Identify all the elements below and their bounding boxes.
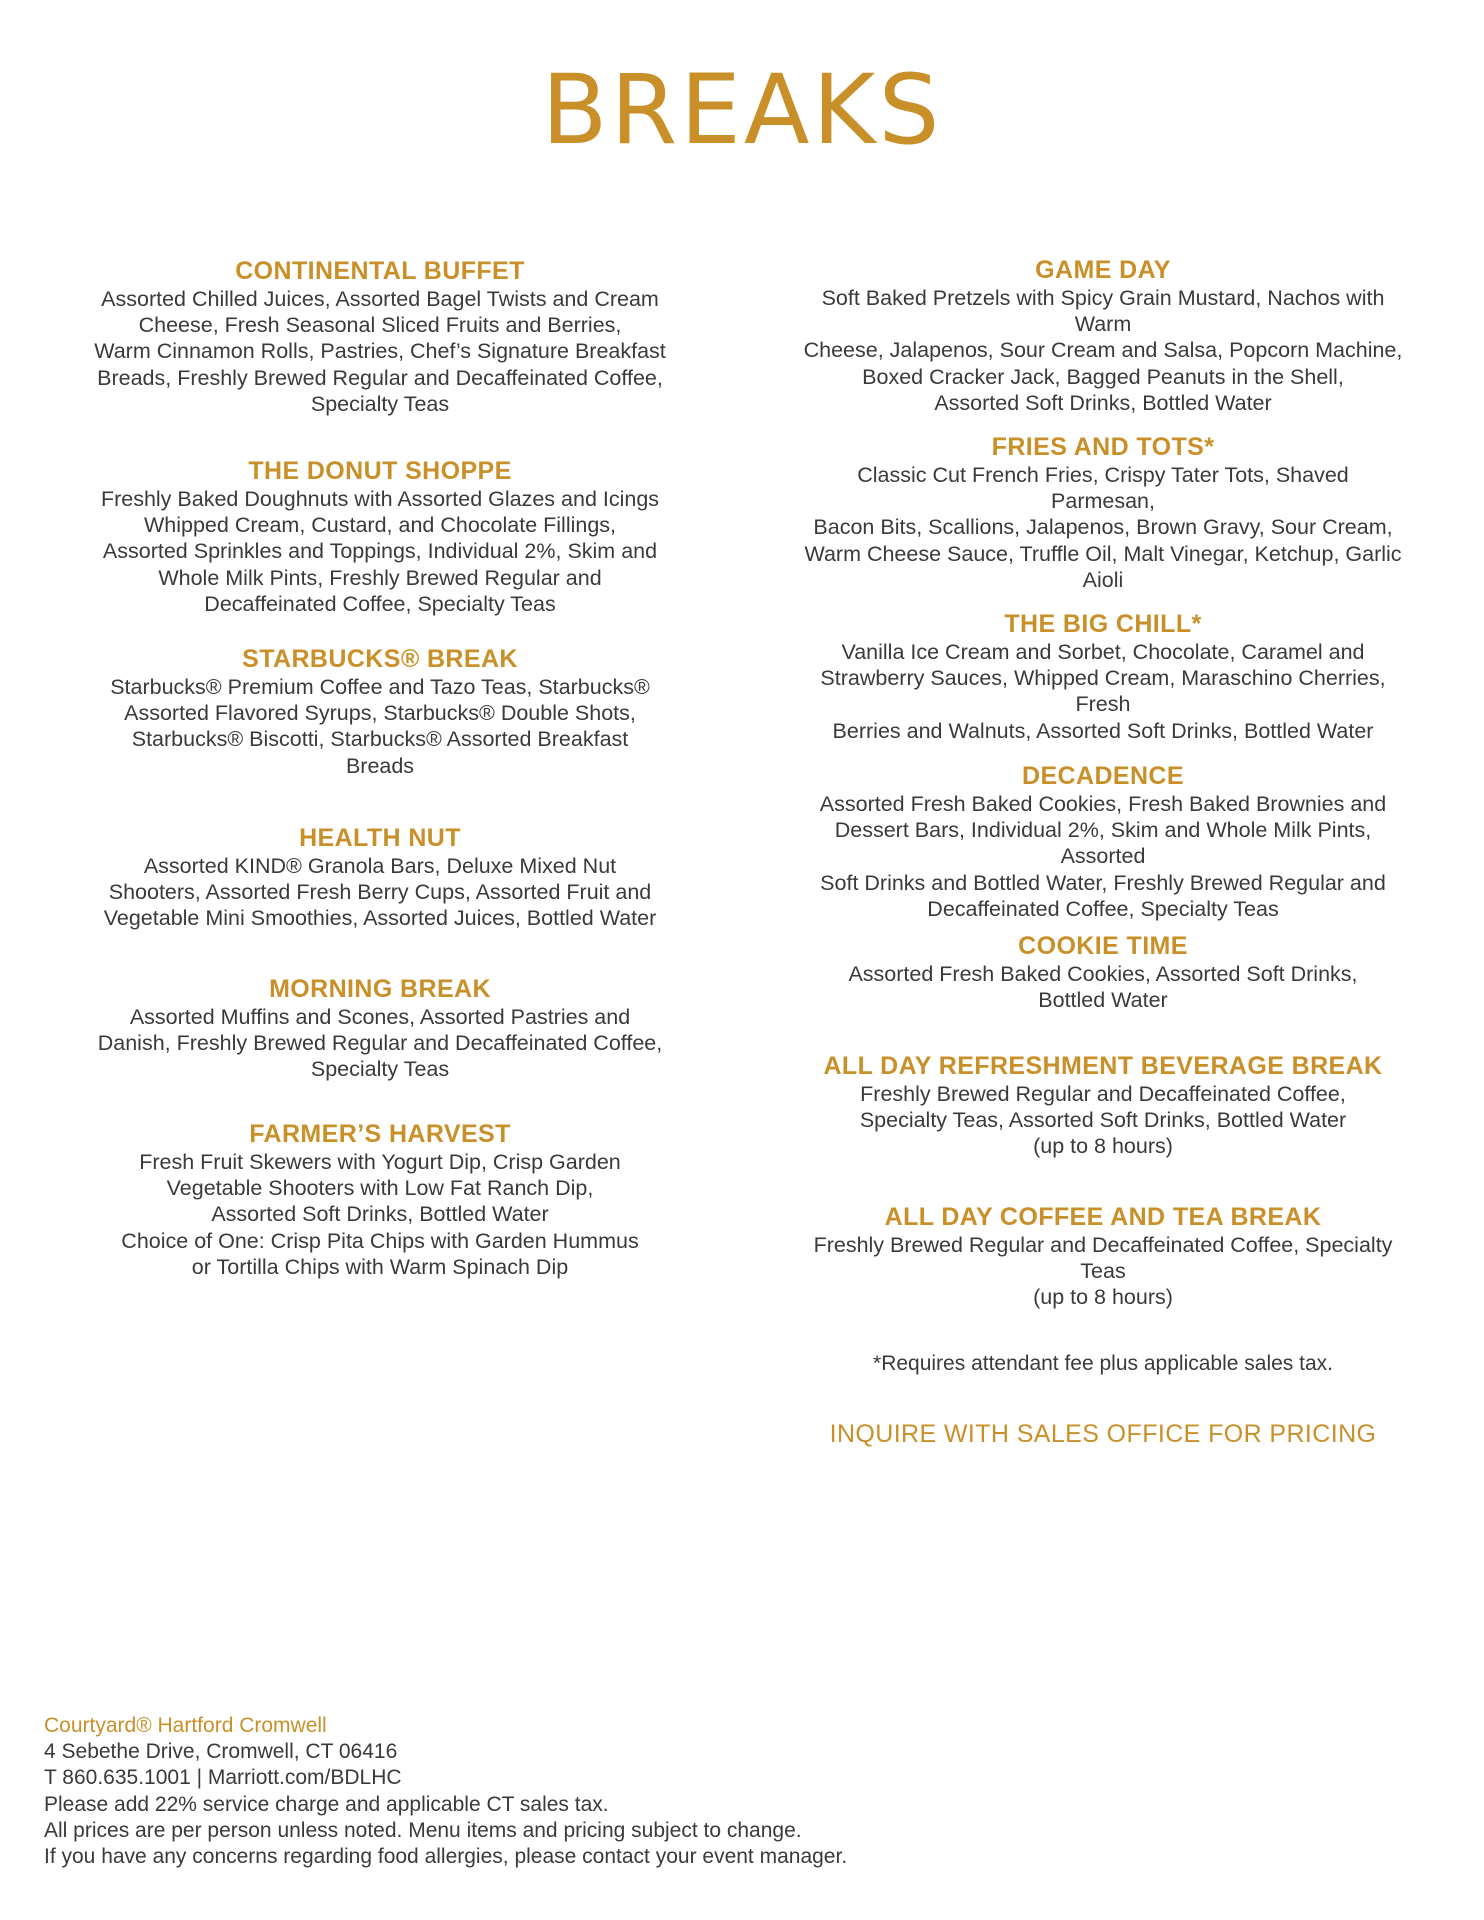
section-title: HEALTH NUT — [299, 824, 461, 852]
pricing-disclaimer: All prices are per person unless noted. Menu items and pricing subject to change. — [44, 1818, 802, 1842]
page-title: BREAKS — [541, 54, 943, 166]
menu-section-game-day — [803, 255, 1403, 416]
menu-section-decadence — [803, 761, 1403, 922]
section-body: Assorted KIND® Granola Bars, Deluxe Mixed Nut Shooters, Assorted Fresh Berry Cups, Assorted Fruit and Vegetable Mini Smoothies, Assorted Juices, Bottled Water — [103, 854, 657, 931]
menu-section-big-chill — [803, 609, 1403, 744]
section-body: Assorted Fresh Baked Cookies, Fresh Baked Brownies and Dessert Bars, Individual 2%, Skim and Whole Milk Pints, Assorted Soft Drinks and Bottled Water, Freshly Brewed Regular and Decaffeinated Coffee, Specialty Teas — [819, 792, 1387, 921]
section-title: MORNING BREAK — [269, 975, 491, 1003]
service-charge-note: Please add 22% service charge and applicable CT sales tax. — [44, 1792, 609, 1816]
menu-section-continental-buffet — [80, 256, 680, 417]
menu-section-all-day-coffee-tea — [803, 1202, 1403, 1311]
menu-section-morning-break — [80, 974, 680, 1083]
section-title: STARBUCKS® BREAK — [242, 645, 518, 673]
menu-section-fries-and-tots — [803, 432, 1403, 593]
section-title: ALL DAY REFRESHMENT BEVERAGE BREAK — [823, 1052, 1383, 1080]
section-body: Soft Baked Pretzels with Spicy Grain Mustard, Nachos with Warm Cheese, Jalapenos, Sour Cream and Salsa, Popcorn Machine, Boxed Cracker Jack, Bagged Peanuts in the Shell, Assorted Soft Drinks, Bottled Water — [803, 286, 1403, 415]
menu-section-cookie-time — [803, 931, 1403, 1013]
section-body: Freshly Brewed Regular and Decaffeinated Coffee, Specialty Teas, Assorted Soft Drinks, Bottled Water (up to 8 hours) — [859, 1082, 1347, 1159]
section-title: FRIES AND TOTS* — [991, 433, 1215, 461]
venue-address: 4 Sebethe Drive, Cromwell, CT 06416 — [44, 1740, 398, 1764]
venue-name: Courtyard® Hartford Cromwell — [44, 1714, 327, 1737]
section-body: Classic Cut French Fries, Crispy Tater Tots, Shaved Parmesan, Bacon Bits, Scallions, Jalapenos, Brown Gravy, Sour Cream, Warm Cheese Sauce, Truffle Oil, Malt Vinegar, Ketchup, Garlic Aioli — [804, 463, 1402, 592]
section-title: DECADENCE — [1022, 762, 1184, 790]
section-title: THE BIG CHILL* — [1004, 610, 1202, 638]
footer — [44, 1713, 1044, 1870]
section-title: ALL DAY COFFEE AND TEA BREAK — [884, 1203, 1322, 1231]
section-title: CONTINENTAL BUFFET — [235, 257, 525, 285]
menu-section-starbucks-break — [80, 644, 680, 779]
section-title: GAME DAY — [1035, 256, 1171, 284]
section-body: Assorted Chilled Juices, Assorted Bagel Twists and Cream Cheese, Fresh Seasonal Sliced Fruits and Berries, Warm Cinnamon Rolls, Pastries, Chef’s Signature Breakfast Breads, Freshly Brewed Regular and Decaffeinated Coffee, Specialty Teas — [94, 287, 666, 416]
pricing-notice: INQUIRE WITH SALES OFFICE FOR PRICING — [829, 1420, 1377, 1448]
section-body: Assorted Muffins and Scones, Assorted Pastries and Danish, Freshly Brewed Regular and Decaffeinated Coffee, Specialty Teas — [97, 1005, 663, 1082]
menu-section-health-nut — [80, 823, 680, 932]
attendant-fee-note: *Requires attendant fee plus applicable sales tax. — [873, 1352, 1333, 1375]
allergy-note: If you have any concerns regarding food allergies, please contact your event manager. — [44, 1845, 848, 1869]
section-body: Fresh Fruit Skewers with Yogurt Dip, Crisp Garden Vegetable Shooters with Low Fat Ranch Dip, Assorted Soft Drinks, Bottled Water Choice of One: Crisp Pita Chips with Garden Hummus or Tortilla Chips with Warm Spinach Dip — [121, 1150, 639, 1279]
venue-contact: T 860.635.1001 | Marriott.com/BDLHC — [44, 1766, 402, 1790]
section-body: Vanilla Ice Cream and Sorbet, Chocolate, Caramel and Strawberry Sauces, Whipped Cream, Maraschino Cherries, Fresh Berries and Walnuts, Assorted Soft Drinks, Bottled Water — [820, 640, 1386, 743]
section-body: Freshly Baked Doughnuts with Assorted Glazes and Icings Whipped Cream, Custard, and Chocolate Fillings, Assorted Sprinkles and Toppings, Individual 2%, Skim and Whole Milk Pints, Freshly Brewed Regular and Decaffeinated Coffee, Specialty Teas — [100, 487, 660, 616]
section-title: COOKIE TIME — [1018, 932, 1188, 960]
section-body: Assorted Fresh Baked Cookies, Assorted Soft Drinks, Bottled Water — [848, 962, 1358, 1013]
section-body: Starbucks® Premium Coffee and Tazo Teas, Starbucks® Assorted Flavored Syrups, Starbucks® Double Shots, Starbucks® Biscotti, Starbucks® Assorted Breakfast Breads — [110, 675, 650, 778]
menu-section-farmers-harvest — [80, 1119, 680, 1280]
section-title: FARMER’S HARVEST — [249, 1120, 511, 1148]
menu-section-all-day-refreshment — [803, 1051, 1403, 1160]
menu-section-donut-shoppe — [80, 456, 680, 617]
section-body: Freshly Brewed Regular and Decaffeinated Coffee, Specialty Teas (up to 8 hours) — [813, 1233, 1393, 1310]
section-title: THE DONUT SHOPPE — [248, 457, 512, 485]
